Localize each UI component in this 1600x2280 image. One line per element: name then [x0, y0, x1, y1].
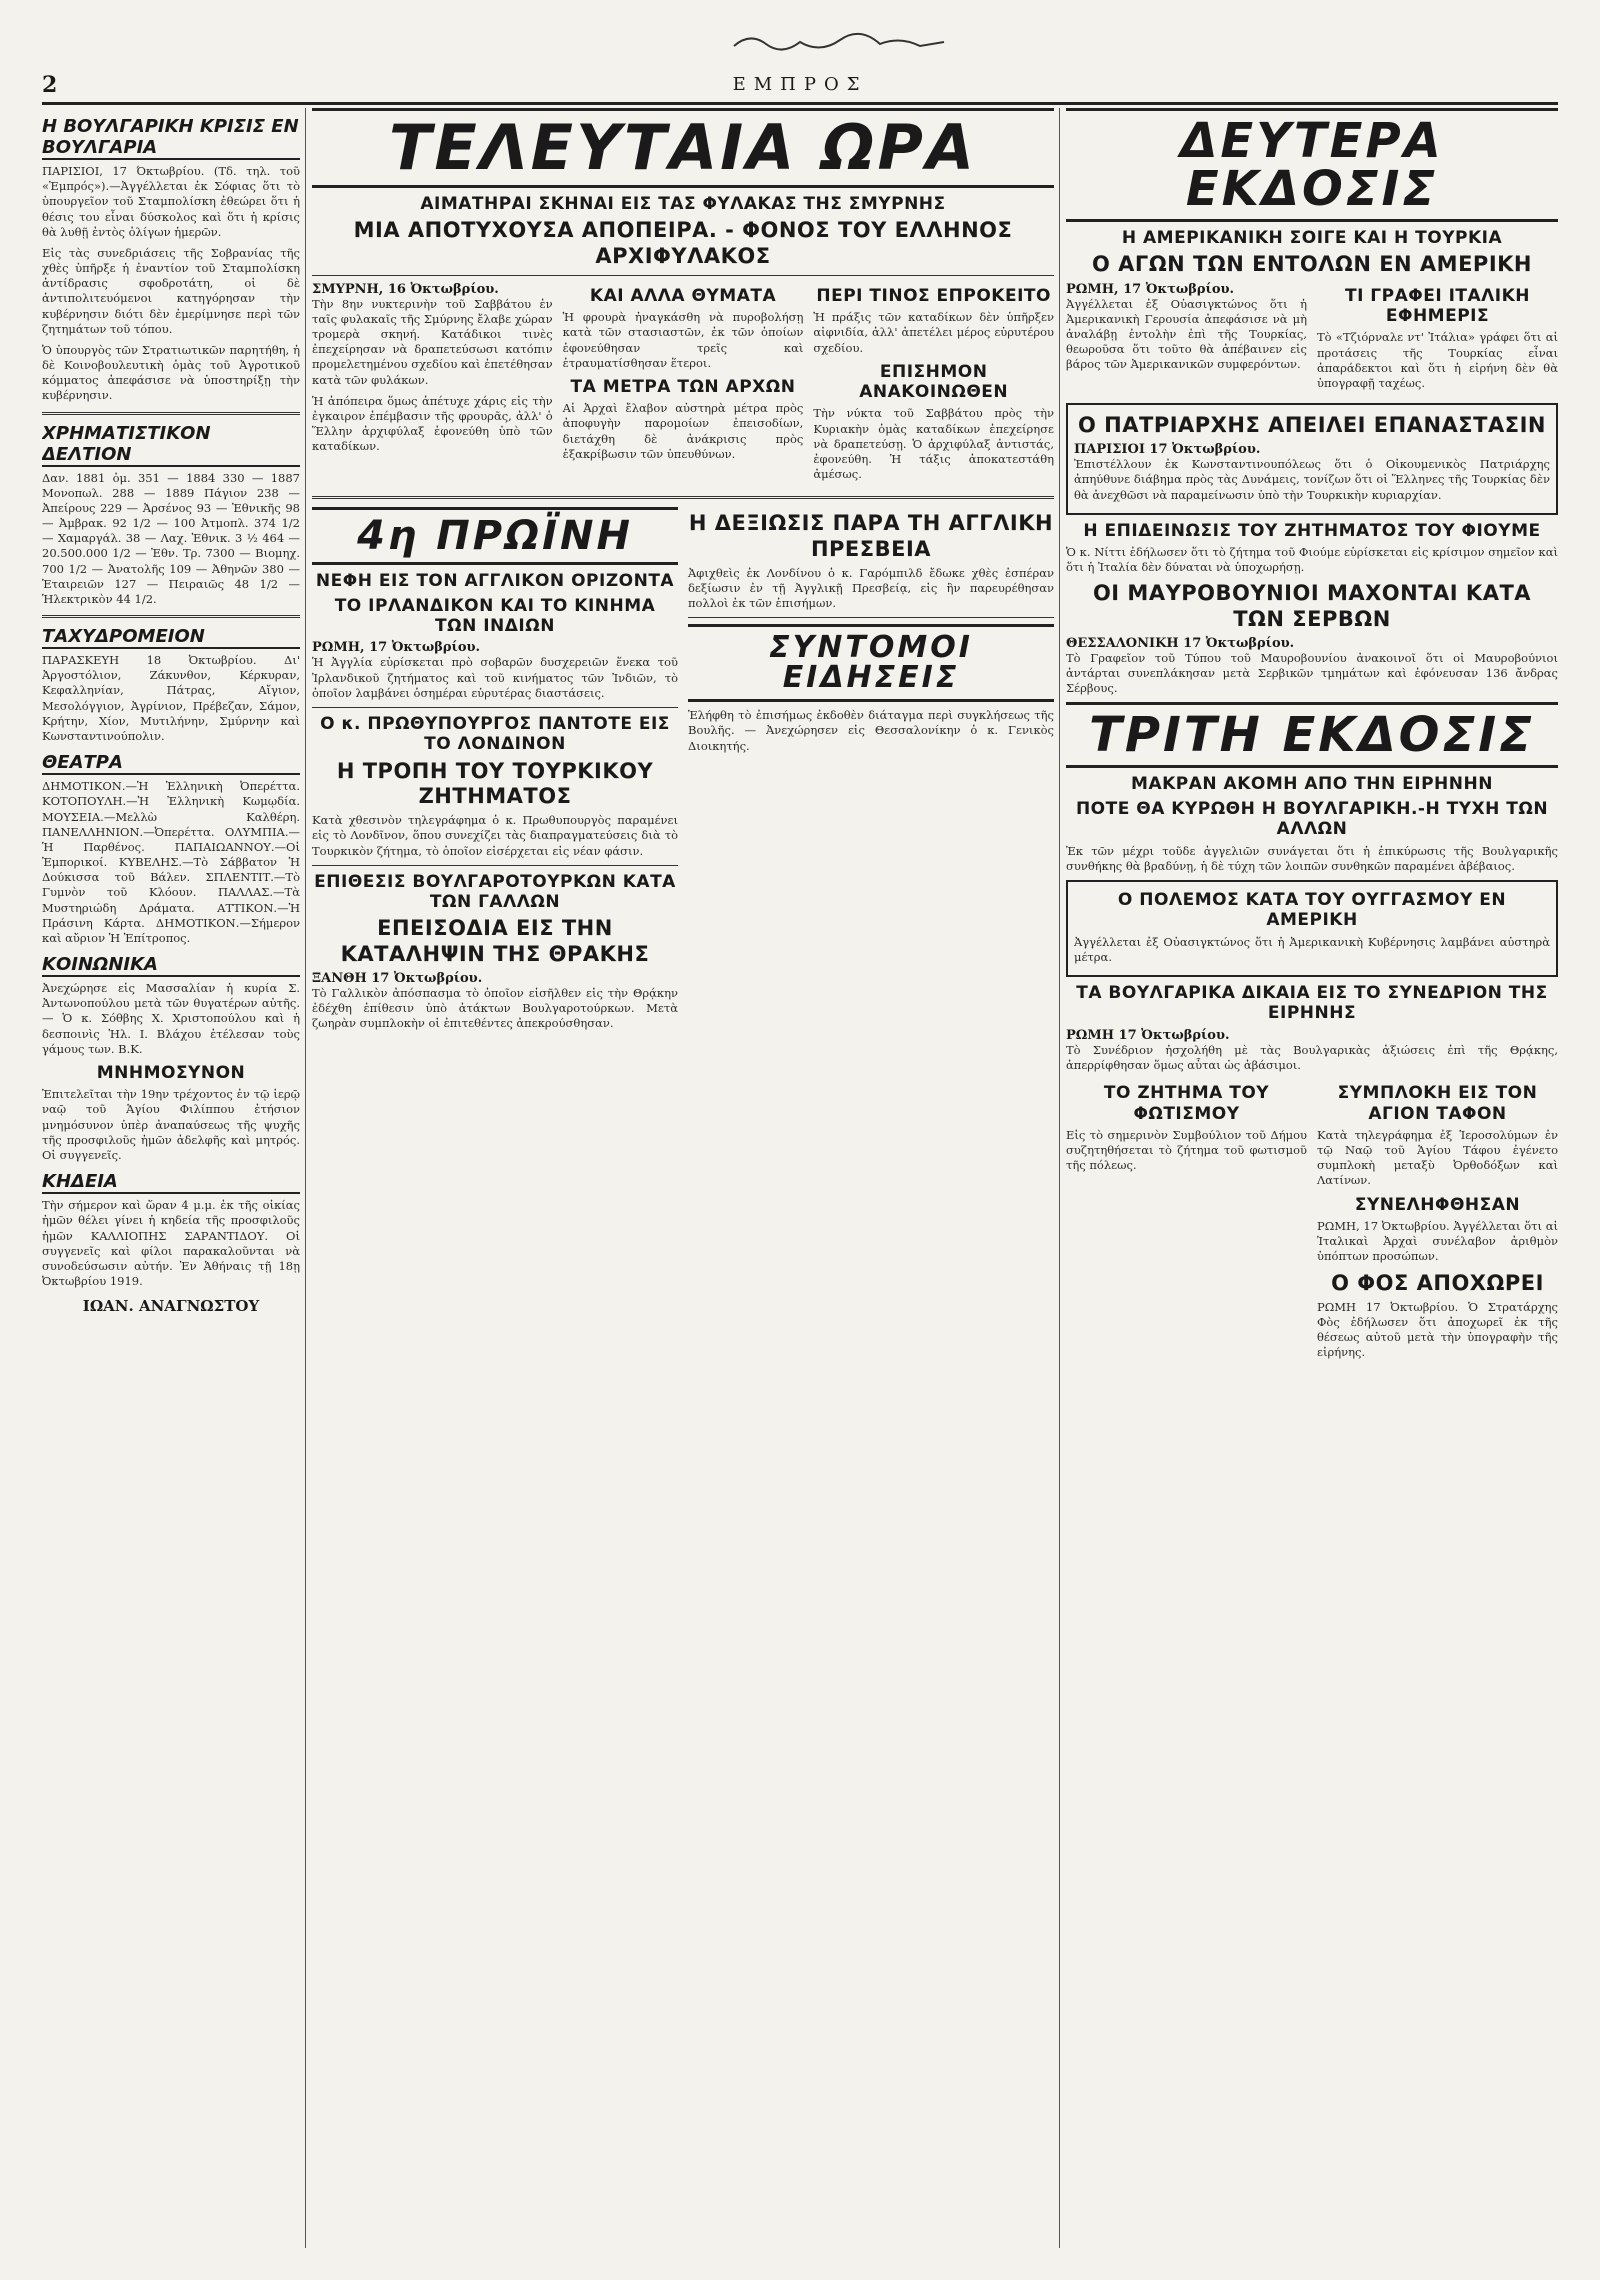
headline-italian-paper: ΤΙ ΓΡΑΦΕΙ ΙΤΑΛΙΚΗ ΕΦΗΜΕΡΙΣ [1344, 285, 1531, 326]
divider [312, 496, 1054, 499]
article-text: Ἐπιστέλλουν ἐκ Κωνσταντινουπόλεως ὅτι ὁ Οἰκουμενικὸς Πατριάρχης ἀπηύθυνε διάβημα πρὸς τὰς Δυνάμεις, τονίζων ὅτι οἱ Ἕλληνες τῆς Τουρκίας δὲν θὰ ἀνεχθῶσι νὰ παραμείνωσιν ὑπὸ τὴν Τουρκικὴν κυριαρχίαν. [1074, 457, 1550, 502]
headline-short-news: ΣΥΝΤΟΜΟΙ ΕΙΔΗΣΕΙΣ [688, 624, 1054, 702]
war-box [1066, 880, 1558, 977]
headline-finance: ΧΡΗΜΑΤΙΣΤΙΚΟΝ ΔΕΛΤΙΟΝ [42, 423, 300, 467]
social-text: Ἀνεχώρησε εἰς Μασσαλίαν ἡ κυρία Σ. Ἀντωνοπούλου μετὰ τῶν θυγατέρων αὐτῆς. — Ὁ κ. Σόθβης Χ. Χριστοπούλου καὶ ἡ δεσποινὶς Ἡλ. Ι. Βλάχου ἐτέλεσαν τοὺς γάμους των. Β.Κ. [42, 981, 300, 1056]
article-text: Τὸ Γραφεῖον τοῦ Τύπου τοῦ Μαυροβουνίου ἀνακοινοῖ ὅτι οἱ Μαυροβούνιοι ἀντάρται συνεπλάκησαν μετὰ Σερβικῶν τμημάτων καὶ ἐφόνευσαν 136 ἄνδρας Σέρβους. [1066, 650, 1558, 696]
headline-peace: ΜΑΚΡΑΝ ΑΚΟΜΗ ΑΠΟ ΤΗΝ ΕΙΡΗΝΗΝ [1131, 774, 1493, 795]
article-text: Ὁ ὑπουργὸς τῶν Στρατιωτικῶν παρητήθη, ἡ δὲ Κοινοβουλευτικὴ ὁμὰς τοῦ Ἀγροτικοῦ κόμματος ἀπεφάσισε νὰ ὑποστηρίξῃ τὴν κυβέρνησιν. [42, 342, 300, 403]
article-text: Εἰς τὸ σημερινὸν Συμβούλιον τοῦ Δήμου συζητηθήσεται τὸ ζήτημα τοῦ φωτισμοῦ τῆς πόλεως. [1066, 1127, 1307, 1173]
bottom-right [1066, 1079, 1558, 1366]
headline-bulgarian-treaty: ΠΟΤΕ ΘΑ ΚΥΡΩΘΗ Η ΒΟΥΛΓΑΡΙΚΗ.-Η ΤΥΧΗ ΤΩΝ ΑΛΛΩΝ [1075, 798, 1549, 840]
article-text: Ἀγγέλλεται ἐξ Οὐασιγκτώνος ὅτι ἡ Ἀμερικανικὴ Γερουσία ἀπεφάσισε νὰ μὴ ἀναλάβῃ ἐντολὴν ἐπὶ τῆς Τουρκίας, θεωροῦσα ὅτι τοῦτο θὰ ἀπέβαινεν εἰς βάρος τῶν Ἀμερικανικῶν συμφερόντων. [1066, 296, 1307, 372]
headline-funeral: ΚΗΔΕΙΑ [42, 1171, 300, 1194]
article-text: Τὸ «Τζιόρναλε ντ' Ἰτάλια» γράφει ὅτι αἱ προτάσεις τῆς Τουρκίας εἶναι ἀπαράδεκτοι καὶ ὅτι ἡ εἰρήνη δὲν θὰ ὑπογραφῇ ταχέως. [1317, 330, 1558, 390]
article-text: ΠΑΡΙΣΙΟΙ, 17 Όκτωβρίου. (Τδ. τηλ. τοῦ «Ἐμπρός»).—Ἀγγέλλεται ἐκ Σόφιας ὅτι τὸ ὑπουργεῖον τοῦ Σταμπολίσκη ἐθεώρει ὅτι ἡ θέσις του εἶναι δύσκολος καὶ ὅτι ἡ κρίσις θὰ λυθῇ ἐντὸς ὀλίγων ἡμερῶν. [42, 164, 300, 239]
lower-mid-left [312, 507, 678, 1037]
headline-fiume: Η ΕΠΙΔΕΙΝΩΣΙΣ ΤΟΥ ΖΗΤΗΜΑΤΟΣ ΤΟΥ ΦΙΟΥΜΕ [1083, 520, 1541, 541]
divider [42, 412, 300, 415]
headline-lighting: ΤΟ ΖΗΤΗΜΑ ΤΟΥ ΦΩΤΙΣΜΟΥ [1103, 1083, 1270, 1124]
headline-holy-sepulchre: ΣΥΜΠΛΟΚΗ ΕΙΣ ΤΟΝ ΑΓΙΟΝ ΤΑΦΟΝ [1337, 1083, 1538, 1124]
dateline: ΡΩΜΗ, 17 Ὀκτωβρίου. [312, 640, 481, 656]
lower-mid [312, 507, 1054, 1037]
headline-pm: Ο κ. ΠΡΩΘΥΠΟΥΡΓΟΣ ΠΑΝΤΟΤΕ ΕΙΣ ΤΟ ΛΟΝΔΙΝΟΝ [320, 714, 670, 755]
headline-india: ΝΕΦΗ ΕΙΣ ΤΟΝ ΑΓΓΛΙΚΟΝ ΟΡΙΖΟΝΤΑ [315, 571, 675, 592]
masthead [42, 72, 1558, 105]
america-article [1066, 282, 1558, 397]
headline-smyrna-sub: ΜΙΑ ΑΠΟΤΥΧΟΥΣΑ ΑΠΟΠΕΙΡΑ. - ΦΟΝΟΣ ΤΟΥ ΕΛΛΗΝΟΣ ΑΡΧΙΦΥΛΑΚΟΣ [353, 218, 1013, 268]
dateline: ΡΩΜΗ, 17 Ὀκτωβρίου. [1066, 281, 1235, 297]
page-number: 2 [42, 72, 58, 98]
memorial-text: Ἐπιτελεῖται τὴν 19ην τρέχοντος ἐν τῷ ἱερῷ ναῷ τοῦ Ἁγίου Φιλίππου ἐτήσιον μνημόσυνον ὑπὲρ ἀναπαύσεως τῆς ψυχῆς τῆς προσφιλοῦς ἡμῶν ἀδελφῆς καὶ μητρός. Οἱ συγγενεῖς. [42, 1087, 300, 1162]
advert-name: ΙΩΑΝ. ΑΝΑΓΝΩΣΤΟΥ [82, 1297, 260, 1316]
headline-war: Ο ΠΟΛΕΜΟΣ ΚΑΤΑ ΤΟΥ ΟΥΓΓΑΣΜΟΥ ΕΝ ΑΜΕΡΙΚΗ [1117, 889, 1507, 931]
article-text: Ἡ ἀπόπειρα ὅμως ἀπέτυχε χάρις εἰς τὴν ἐγκαιρον ἐπέμβασιν τῆς φρουρᾶς, ἀλλ' ὁ Ἕλλην ἀρχιφύλαξ ἐφονεύθη ὑπὸ τῶν καταδίκων. [312, 393, 553, 454]
article-column [1317, 1079, 1558, 1366]
headline-measures: ΤΑ ΜΕΤΡΑ ΤΩΝ ΑΡΧΩΝ [570, 376, 796, 397]
funeral-text: Τὴν σήμερον καὶ ὥραν 4 μ.μ. ἐκ τῆς οἰκίας ἡμῶν θέλει γίνει ἡ κηδεία τῆς προσφιλοῦς ἡμῶν ΚΑΛΛΙΟΠΗΣ ΣΑΡΑΝΤΙΔΟΥ. Οἱ συγγενεῖς καὶ φίλοι παρακαλοῦνται νὰ συνοδεύσωσιν αὐτήν. Ἐν Ἀθήναις τῇ 18ῃ Ὀκτωβρίου 1919. [42, 1198, 300, 1289]
headline-turkish-question: Η ΤΡΟΠΗ ΤΟΥ ΤΟΥΡΚΙΚΟΥ ΖΗΤΗΜΑΤΟΣ [336, 758, 654, 808]
article-text: Ἐκ τῶν μέχρι τοῦδε ἀγγελιῶν συνάγεται ὅτι ἡ ἐπικύρωσις τῆς Βουλγαρικῆς συνθήκης θὰ βραδύνῃ, ἡ δὲ τύχη τῶν λοιπῶν συνθηκῶν παραμένει ἀβέβαιος. [1066, 843, 1558, 873]
theatre-listings: ΔΗΜΟΤΙΚΟΝ.—Ἡ Ἑλληνικὴ Ὀπερέττα. ΚΟΤΟΠΟΥΛΗ.—Ἡ Ἐλληνικὴ Κωμῳδία. ΜΟΥΣΕΙΑ.—Μελλὼ Καλθέρη. ΠΑΝΕΛΛΗΝΙΟΝ.—Ὀπερέττα. ΟΛΥΜΠΙΑ.—Ἡ Παρθένος. ΠΑΠΑΙΩΑΝΝΟΥ.—Οἱ Ἐμπορικοί. ΚΥΒΕΛΗΣ.—Τὸ Σάββατον Ἡ Δούκισσα τοῦ Βάλεν. ΣΠΛΕΝΤΙΤ.—Τὸ Γυμνὸν τοῦ Κλόουν. ΠΑΛΛΑΣ.—Τὰ Μυστηριώδη Δράματα. ΑΤΤΙΚΟΝ.—Ἡ Πράσινη Κάρτα. ΔΗΜΟΤΙΚΟΝ.—Σήμερον καὶ αὔριον Ἡ Ἐπίτροπος. [42, 779, 300, 945]
dateline: ΣΜΥΡΝΗ, 16 Ὀκτωβρίου. [312, 281, 499, 297]
article-text: Ἡ πράξις τῶν καταδίκων δὲν ὑπῆρξεν αἰφνιδία, ἀλλ' ἀπετέλει μέρος εὐρυτέρου σχεδίου. [813, 310, 1054, 355]
title-fourth-morning: 4η ΠΡΩΪΝΗ [312, 507, 678, 565]
article-text: Ἡ Ἀγγλία εὑρίσκεται πρὸ σοβαρῶν δυσχερειῶν ἕνεκα τοῦ Ἰρλανδικοῦ ζητήματος καὶ τοῦ κινήματος τῶν Ἰνδιῶν, τὸ ὁποῖον λαμβάνει ὁσημέραι εὐρυτέρας διαστάσεις. [312, 655, 678, 700]
headline-foch: Ο ΦΟΣ ΑΠΟΧΩΡΕΙ [1331, 1270, 1544, 1295]
headline-official: ΕΠΙΣΗΜΟΝ ΑΝΑΚΟΙΝΩΘΕΝ [859, 361, 1009, 403]
column-divider [305, 108, 306, 2248]
article-text: Ἀφιχθεὶς ἐκ Λονδίνου ὁ κ. Γαρόμπιλδ ἔδωκε χθὲς ἐσπέραν δεξίωσιν ἐν τῇ Ἀγγλικῇ Πρεσβείᾳ, εἰς ἣν παρευρέθησαν πολλοὶ ἐκ τῶν ἐπισήμων. [688, 565, 1054, 611]
article-text: Αἱ Ἀρχαὶ ἔλαβον αὐστηρὰ μέτρα πρὸς ἀποφυγὴν παρομοίων ἐπεισοδίων, διετάχθη δὲ ἀνάκρισις πρὸς ἐξακρίβωσιν τῶν ὑπευθύνων. [562, 401, 804, 461]
smyrna-article [312, 282, 1054, 489]
title-third-edition: ΤΡΙΤΗ ΕΚΔΟΣΙΣ [1066, 702, 1558, 768]
finance-table: Δαν. 1881 ὀμ. 351 — 1884 330 — 1887 Μονοπωλ. 288 — 1889 Πάγιον 238 — Ἀπείρους 229 — Ἀρσένος 93 — Ἐθνικῆς 98 — Ἀμβρακ. 92 1/2 — 100 Ἀτμοπλ. 374 1/2 — Χαμαργάλ. 38 — Λαχ. Ἐθνικ. 3 ½ 464 — 20.500.000 1/2 — Ἐθν. Τρ. 7300 — Βιομηχ. 700 1/2 — Ἀνατολῆς 109 — Ἀθηνῶν 380 — Ἑταιρειῶν 127 — Πειραιῶς 48 1/2 — Ἡλεκτρικὸν 44 1/2. [42, 470, 300, 606]
article-text: Τὸ Συνέδριον ἠσχολήθη μὲ τὰς Βουλγαρικὰς ἀξιώσεις ἐπὶ τῆς Θρᾴκης, ἀπερρίφθησαν ὅμως αὗται ὡς ἀβάσιμοι. [1066, 1042, 1558, 1072]
article-text: Ὁ κ. Νίττι ἐδήλωσεν ὅτι τὸ ζήτημα τοῦ Φιούμε εὑρίσκεται εἰς κρίσιμον σημεῖον καὶ ὅτι ἡ Ἰταλία δὲν δύναται νὰ ὑποχωρήσῃ. [1066, 545, 1558, 575]
patriarch-box [1066, 403, 1558, 515]
headline-montenegro: ΟΙ ΜΑΥΡΟΒΟΥΝΙΟΙ ΜΑΧΟΝΤΑΙ ΚΑΤΑ ΤΩΝ ΣΕΡΒΩΝ [1092, 581, 1532, 631]
headline-social: ΚΟΙΝΩΝΙΚΑ [42, 954, 300, 977]
divider [312, 707, 678, 708]
paper-name: ΕΜΠΡΟΣ [732, 74, 868, 95]
article-text: Κατὰ τηλεγράφημα ἐξ Ἱεροσολύμων ἐν τῷ Ναῷ τοῦ Ἁγίου Τάφου ἐγένετο συμπλοκὴ μεταξὺ Ὀρθοδόξων καὶ Λατίνων. [1317, 1127, 1558, 1188]
divider [688, 617, 1054, 618]
headline-reception: Η ΔΕΞΙΩΣΙΣ ΠΑΡΑ ΤΗ ΑΓΓΛΙΚΗ ΠΡΕΣΒΕΙΑ [688, 511, 1054, 561]
divider [42, 615, 300, 618]
headline-theatre: ΘΕΑΤΡΑ [42, 752, 300, 775]
divider [312, 865, 678, 866]
article-text: Κατὰ χθεσινὸν τηλεγράφημα ὁ κ. Πρωθυπουργὸς παραμένει εἰς τὸ Λονδῖνον, ὅπου συνεχίζει τὰς διαπραγματεύσεις διὰ τὸ Τουρκικὸν ζήτημα, τὸ ὁποῖον εἰσέρχεται εἰς νέαν φάσιν. [312, 813, 678, 858]
left-column [42, 108, 300, 2248]
headline-arrested: ΣΥΝΕΛΗΦΘΗΣΑΝ [1354, 1194, 1521, 1215]
title-last-hour: ΤΕΛΕΥΤΑΙΑ ΩΡΑ [312, 108, 1054, 188]
article-text: ΡΩΜΗ 17 Ὀκτωβρίου. Ὁ Στρατάρχης Φὸς ἐδήλωσεν ὅτι ἀποχωρεῖ ἐκ τῆς θέσεως αὐτοῦ μετὰ τὴν ὑπογραφὴν τῆς εἰρήνης. [1317, 1299, 1558, 1360]
headline-post: ΤΑΧΥΔΡΟΜΕΙΟΝ [42, 626, 300, 649]
headline-what: ΠΕΡΙ ΤΙΝΟΣ ΕΠΡΟΚΕΙΤΟ [816, 285, 1051, 306]
headline-india-sub: ΤΟ ΙΡΛΑΝΔΙΚΟΝ ΚΑΙ ΤΟ ΚΙΝΗΜΑ ΤΩΝ ΙΝΔΙΩΝ [334, 595, 656, 637]
right-column [1066, 108, 1558, 2248]
dateline: ΘΕΣΣΑΛΟΝΙΚΗ 17 Ὀκτωβρίου. [1066, 635, 1295, 651]
article-column [1066, 282, 1307, 397]
article-text: Τὸ Γαλλικὸν ἀπόσπασμα τὸ ὁποῖον εἰσῆλθεν εἰς τὴν Θρᾴκην ἐδέχθη ἐπίθεσιν ὑπὸ ἀτάκτων Βουλγαροτούρκων. Μετὰ ζωηρὰν συμπλοκὴν οἱ ἐπιτεθέντες ἀπεκρούσθησαν. [312, 985, 678, 1031]
headline-thrace: ΕΠΕΙΣΟΔΙΑ ΕΙΣ ΤΗΝ ΚΑΤΑΛΗΨΙΝ ΤΗΣ ΘΡΑΚΗΣ [340, 916, 650, 966]
column-divider [1059, 108, 1060, 2248]
article-column [312, 282, 553, 489]
title-second-edition: ΔΕΥΤΕΡΑ ΕΚΔΟΣΙΣ [1066, 108, 1558, 222]
handwritten-mark [730, 28, 950, 58]
article-column [563, 282, 804, 489]
dateline: ΞΑΝΘΗ 17 Ὀκτωβρίου. [312, 970, 483, 986]
article-text: Ἐλήφθη τὸ ἐπισήμως ἐκδοθὲν διάταγμα περὶ συγκλήσεως τῆς Βουλῆς. — Ἀνεχώρησεν εἰς Θεσσαλονίκην ὁ κ. Γενικὸς Διοικητής. [688, 708, 1054, 753]
article-column [1317, 282, 1558, 397]
headline-mandates: Ο ΑΓΩΝ ΤΩΝ ΕΝΤΟΛΩΝ ΕΝ ΑΜΕΡΙΚΗ [1092, 252, 1532, 277]
headline-patriarch: Ο ΠΑΤΡΙΑΡΧΗΣ ΑΠΕΙΛΕΙ ΕΠΑΝΑΣΤΑΣΙΝ [1078, 413, 1546, 438]
headline-other-victims: ΚΑΙ ΑΛΛΑ ΘΥΜΑΤΑ [589, 285, 777, 306]
headline-thrace-attack: ΕΠΙΘΕΣΙΣ ΒΟΥΛΓΑΡΟΤΟΥΡΚΩΝ ΚΑΤΑ ΤΩΝ ΓΑΛΛΩΝ [314, 871, 676, 913]
middle-column [312, 108, 1054, 2248]
headline-memorial: ΜΝΗΜΟΣΥΝΟΝ [96, 1062, 246, 1083]
dateline: ΠΑΡΙΣΙΟΙ 17 Ὀκτωβρίου. [1074, 442, 1261, 458]
headline-america: Η ΑΜΕΡΙΚΑΝΙΚΗ ΣΟΙΓΕ ΚΑΙ Η ΤΟΥΡΚΙΑ [1121, 228, 1503, 248]
article-column [813, 282, 1054, 489]
divider [312, 275, 1054, 276]
article-text: Τὴν 8ην νυκτερινὴν τοῦ Σαββάτου ἐν ταῖς φυλακαῖς τῆς Σμύρνης ἔλαβε χώραν τρομερὰ σκηνή. Κατάδικοι τινὲς ἐπεχείρησαν νὰ δραπετεύσωσι κατόπιν προμελετημένου σχεδίου καὶ ἐπετέθησαν κατὰ τῶν φυλάκων. [312, 296, 553, 387]
headline-crisis: Η ΒΟΥΛΓΑΡΙΚΗ ΚΡΙΣΙΣ ΕΝ ΒΟΥΛΓΑΡΙΑ [42, 116, 299, 158]
headline-smyrna: ΑΙΜΑΤΗΡΑΙ ΣΚΗΝΑΙ ΕΙΣ ΤΑΣ ΦΥΛΑΚΑΣ ΤΗΣ ΣΜΥΡΝΗΣ [420, 194, 946, 214]
post-text: ΠΑΡΑΣΚΕΥΗ 18 Ὀκτωβρίου. Δι' Ἀργοστόλιον, Ζάκυνθον, Κέρκυραν, Κεφαλληνίαν, Πάτρας, Αἴγιον, Μεσολόγγιον, Ἀγρίνιον, Πρέβεζαν, Σάμον, Κρήτην, Χίον, Μυτιλήνην, Σμύρνην καὶ Κωνσταντινούπολιν. [42, 653, 300, 743]
article-text: Ἀγγέλλεται ἐξ Οὐασιγκτώνος ὅτι ἡ Ἀμερικανικὴ Κυβέρνησις λαμβάνει αὐστηρὰ μέτρα. [1074, 934, 1550, 964]
headline-bulgarian-claims: ΤΑ ΒΟΥΛΓΑΡΙΚΑ ΔΙΚΑΙΑ ΕΙΣ ΤΟ ΣΥΝΕΔΡΙΟΝ ΤΗΣ ΕΙΡΗΝΗΣ [1076, 983, 1548, 1024]
article-text: Εἰς τὰς συνεδριάσεις τῆς Σοβρανίας τῆς χθὲς ὑπῆρξε ἡ ἐναντίον τοῦ Σταμπολίσκη ἀντίδρασις σφοδροτάτη, οἱ δὲ ἀντιπολιτευόμενοι κατηγόρησαν τὴν κυβέρνησιν διότι δὲν ἐμερίμνησε περὶ τῶν ζητημάτων τοῦ τόπου. [42, 245, 300, 336]
article-column [1066, 1079, 1307, 1366]
article-text: Τὴν νύκτα τοῦ Σαββάτου πρὸς τὴν Κυριακὴν ὁμὰς καταδίκων ἐπεχείρησε νὰ δραπετεύσῃ. Ὁ ἀρχιφύλαξ ἀντιστάς, ἐφονεύθη. Ἡ τάξις ἀποκατεστάθη ἀμέσως. [813, 406, 1054, 482]
lower-mid-right [688, 507, 1054, 1037]
article-text: ΡΩΜΗ, 17 Ὀκτωβρίου. Ἀγγέλλεται ὅτι αἱ Ἰταλικαὶ Ἀρχαὶ συνέλαβον ἀριθμὸν ὑπόπτων προσώπων. [1317, 1219, 1558, 1264]
article-text: Ἡ φρουρὰ ἠναγκάσθη νὰ πυροβολήσῃ κατὰ τῶν στασιαστῶν, ἐκ τῶν ὁποίων ἐφονεύθησαν τρεῖς καὶ ἐτραυματίσθησαν ἕτεροι. [562, 310, 804, 370]
dateline: ΡΩΜΗ 17 Ὀκτωβρίου. [1066, 1027, 1230, 1043]
